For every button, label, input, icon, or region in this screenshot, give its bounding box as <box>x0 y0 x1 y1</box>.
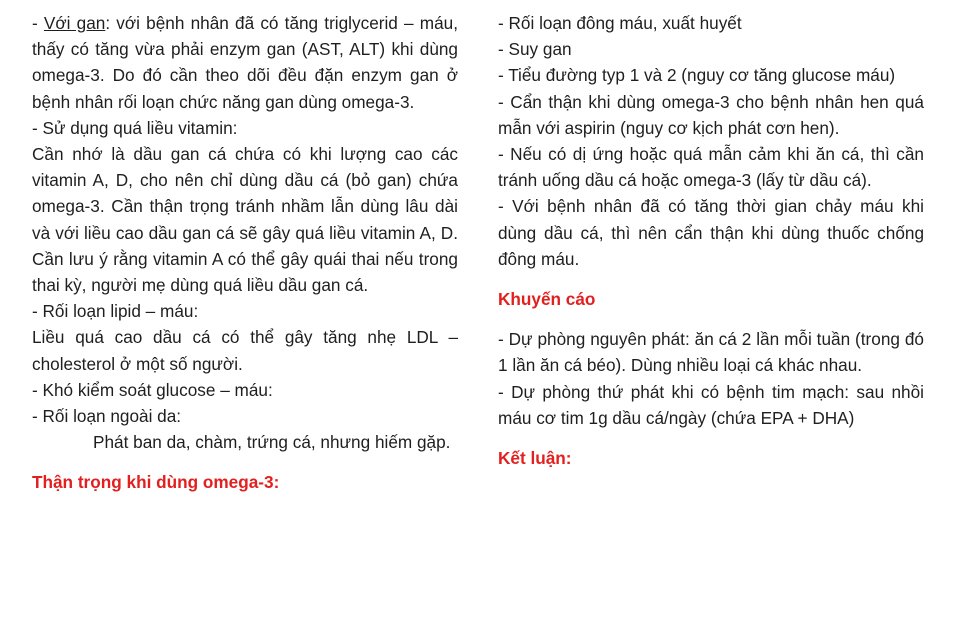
left-column <box>32 10 458 496</box>
right-column <box>498 10 924 471</box>
skin-text: Phát ban da, chàm, trứng cá, nhưng hiếm gặp. <box>93 432 451 453</box>
liver-paragraph: - Với gan: với bệnh nhân đã có tăng triglycerid – máu, thấy có tăng vừa phải enzym gan (AST, ALT) khi dùng omega-3. Do đó cần theo dõi đều đặn enzym gan ở bệnh nhân rối loạn chức năng gan dùng omega-3. <box>32 13 458 112</box>
lipid-text: Liều quá cao dầu cá có thể gây tăng nhẹ LDL – cholesterol ở một số người. <box>32 327 458 374</box>
conclusion-heading: Kết luận: <box>498 448 572 469</box>
caution-item: - Rối loạn đông máu, xuất huyết <box>498 13 742 33</box>
recommend-item: - Dự phòng nguyên phát: ăn cá 2 lần mỗi tuần (trong đó 1 lần ăn cá béo). Dùng nhiều loại cá khác nhau. <box>498 329 924 376</box>
caution-item: - Cẩn thận khi dùng omega-3 cho bệnh nhân hen quá mẫn với aspirin (nguy cơ kịch phát cơn hen). <box>498 91 924 138</box>
caution-item: - Với bệnh nhân đã có tăng thời gian chảy máu khi dùng dầu cá, thì nên cẩn thận khi dùng thuốc chống đông máu. <box>498 196 924 269</box>
liver-label: Với gan <box>43 13 106 33</box>
lipid-title: - Rối loạn lipid – máu: <box>32 301 199 322</box>
overdose-text: Cần nhớ là dầu gan cá chứa có khi lượng cao các vitamin A, D, cho nên chỉ dùng dầu cá (bỏ gan) chứa omega-3. Cần thận trọng tránh nhầm lẫn dùng lâu dài và với liều cao dầu gan cá sẽ gây quá liều vitamin A, D. Cần lưu ý rằng vitamin A có thể gây quái thai nếu trong thai kỳ, người mẹ dùng quá liều dầu gan cá. <box>32 144 458 296</box>
recommend-heading: Khuyến cáo <box>498 289 596 310</box>
glucose-item: - Khó kiểm soát glucose – máu: <box>32 379 273 400</box>
overdose-title: - Sử dụng quá liều vitamin: <box>32 117 238 138</box>
liver-text: : với bệnh nhân đã có tăng triglycerid – máu, thấy có tăng vừa phải enzym gan (AST, ALT) khi dùng omega-3. Do đó cần theo dõi đều đặn enzym gan ở bệnh nhân rối loạn chức năng gan dùng omega-3. <box>32 13 458 112</box>
caution-heading: Thận trọng khi dùng omega-3: <box>32 472 280 493</box>
caution-item: - Suy gan <box>498 39 572 60</box>
caution-item: - Nếu có dị ứng hoặc quá mẫn cảm khi ăn cá, thì cần tránh uống dầu cá hoặc omega-3 (lấy từ dầu cá). <box>498 144 924 191</box>
recommend-item: - Dự phòng thứ phát khi có bệnh tim mạch: sau nhồi máu cơ tim 1g dầu cá/ngày (chứa EPA + DHA) <box>498 381 924 428</box>
skin-title: - Rối loạn ngoài da: <box>32 406 182 427</box>
caution-item: - Tiểu đường typ 1 và 2 (nguy cơ tăng glucose máu) <box>498 65 896 86</box>
